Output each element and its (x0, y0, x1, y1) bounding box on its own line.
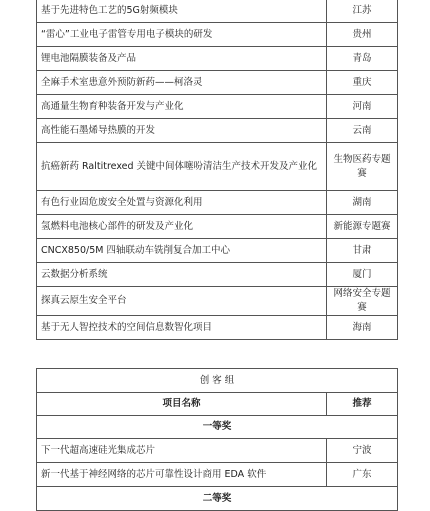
prize-row-first (37, 416, 398, 439)
region-cell: 厦门 (327, 263, 398, 287)
header-project-name: 项目名称 (37, 393, 327, 416)
region-cell: 贵州 (327, 23, 398, 47)
second-prize-label: 二等奖 (37, 487, 398, 511)
project-name-cell: 全麻手术室患意外预防新药——柯洛灵 (37, 71, 327, 95)
award-table-maker-group (36, 368, 398, 511)
award-table-top-body (37, 0, 398, 340)
project-name-cell: 锂电池隔膜装备及产品 (37, 47, 327, 71)
table-row (37, 47, 398, 71)
table-row (37, 23, 398, 47)
region-cell: 江苏 (327, 0, 398, 23)
region-cell: 云南 (327, 119, 398, 143)
table-row (37, 287, 398, 316)
region-cell: 生物医药专题赛 (327, 143, 398, 191)
region-cell: 海南 (327, 316, 398, 340)
table-row (37, 239, 398, 263)
project-name-cell: 探真云原生安全平台 (37, 287, 327, 316)
project-name-cell: “雷心”工业电子雷管专用电子模块的研发 (37, 23, 327, 47)
table-row (37, 439, 398, 463)
table-header-row (37, 393, 398, 416)
group-title-row (37, 369, 398, 393)
project-name-cell: 新一代基于神经网络的芯片可靠性设计商用 EDA 软件 (37, 463, 327, 487)
region-cell: 甘肃 (327, 239, 398, 263)
project-name-cell: 氢燃料电池核心部件的研发及产业化 (37, 215, 327, 239)
header-recommend: 推荐 (327, 393, 398, 416)
table-row (37, 119, 398, 143)
project-name-cell: CNCX850/5M 四轴联动车铣削复合加工中心 (37, 239, 327, 263)
project-name-cell: 有色行业固危废安全处置与资源化利用 (37, 191, 327, 215)
region-cell: 广东 (327, 463, 398, 487)
project-name-cell: 下一代超高速硅光集成芯片 (37, 439, 327, 463)
award-table-top (36, 0, 398, 340)
region-cell: 湖南 (327, 191, 398, 215)
table-row (37, 263, 398, 287)
project-name-cell: 高性能石墨烯导热膜的开发 (37, 119, 327, 143)
region-cell: 重庆 (327, 71, 398, 95)
project-name-cell: 基于无人智控技术的空间信息数智化项目 (37, 316, 327, 340)
table-row (37, 316, 398, 340)
table-row (37, 143, 398, 191)
table-row (37, 191, 398, 215)
table-row (37, 71, 398, 95)
table-row (37, 215, 398, 239)
project-name-cell: 高通量生物育种装备开发与产业化 (37, 95, 327, 119)
project-name-cell: 抗癌新药 Raltitrexed 关键中间体噻吩清洁生产技术开发及产业化 (37, 143, 327, 191)
region-cell: 宁波 (327, 439, 398, 463)
group-title: 创 客 组 (37, 369, 398, 393)
region-cell: 网络安全专题赛 (327, 287, 398, 316)
region-cell: 河南 (327, 95, 398, 119)
table-row (37, 95, 398, 119)
first-prize-label: 一等奖 (37, 416, 398, 439)
prize-row-second (37, 487, 398, 511)
region-cell: 青岛 (327, 47, 398, 71)
table-row (37, 0, 398, 23)
project-name-cell: 基于先进特色工艺的5G射频模块 (37, 0, 327, 23)
project-name-cell: 云数据分析系统 (37, 263, 327, 287)
table-row (37, 463, 398, 487)
region-cell: 新能源专题赛 (327, 215, 398, 239)
